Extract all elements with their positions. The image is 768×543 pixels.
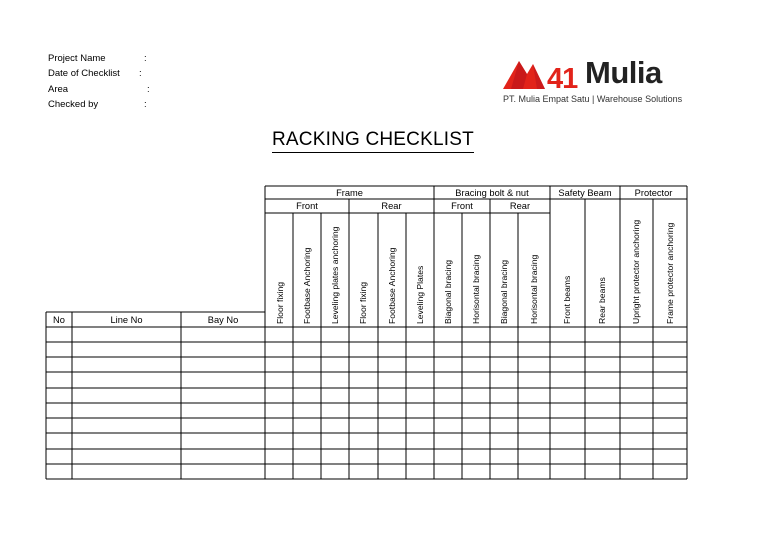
- checked-by-colon: :: [144, 98, 147, 110]
- logo-number: 41: [547, 63, 578, 92]
- col-header-bracing-front-horisontal: Horisontal bracing: [471, 254, 481, 324]
- subgroup-header-frame-rear: Rear: [381, 201, 402, 211]
- col-header-frame-front-footbase-anchoring: Footbase Anchoring: [302, 247, 312, 324]
- area-label: Area: [48, 83, 69, 95]
- col-header-bracing-rear-horisontal: Horisontal bracing: [529, 254, 539, 324]
- col-header-frame-rear-footbase-anchoring: Footbase Anchoring: [387, 247, 397, 324]
- col-header-bracing-front-biagonal: Biagonal bracing: [443, 259, 453, 324]
- group-header-safety-beam: Safety Beam: [558, 188, 612, 198]
- group-header-protector: Protector: [634, 188, 673, 198]
- group-header-bracing: Bracing bolt & nut: [455, 188, 529, 198]
- logo-name: Mulia: [585, 55, 662, 90]
- col-header-frame-front-leveling-plates-anchoring: Leveling plates anchoring: [330, 226, 340, 324]
- col-header-frame-rear-floor-fixing: Floor fixing: [358, 281, 368, 324]
- col-header-frame-protector-anchoring: Frame protector anchoring: [665, 222, 675, 324]
- page-title: RACKING CHECKLIST: [272, 128, 474, 153]
- col-header-bay-no: Bay No: [207, 315, 239, 325]
- col-header-upright-protector-anchoring: Upright protector anchoring: [631, 219, 641, 324]
- group-header-frame: Frame: [336, 188, 363, 198]
- col-header-front-beams: Front beams: [562, 275, 572, 324]
- area-colon: :: [147, 83, 150, 95]
- col-header-frame-rear-leveling-plates: Leveling Plates: [415, 265, 425, 324]
- date-of-checklist-colon: :: [139, 68, 142, 80]
- subgroup-header-bracing-front: Front: [451, 201, 473, 211]
- subgroup-header-bracing-rear: Rear: [509, 201, 531, 211]
- col-header-no: No: [53, 315, 65, 325]
- mulia-mountain-icon: [503, 58, 587, 92]
- checked-by-label: Checked by: [48, 98, 99, 110]
- col-header-rear-beams: Rear beams: [597, 277, 607, 324]
- project-name-colon: :: [144, 53, 147, 64]
- project-name-label: Project Name: [48, 53, 106, 64]
- date-of-checklist-label: Date of Checklist: [48, 68, 120, 80]
- subgroup-header-frame-front: Front: [296, 201, 318, 211]
- col-header-frame-front-floor-fixing: Floor fixing: [275, 281, 285, 324]
- company-logo: [503, 55, 683, 108]
- logo-tagline: PT. Mulia Empat Satu | Warehouse Solutions: [503, 94, 683, 104]
- col-header-bracing-rear-biagonal: Biagonal bracing: [499, 259, 509, 324]
- col-header-line-no: Line No: [110, 315, 143, 325]
